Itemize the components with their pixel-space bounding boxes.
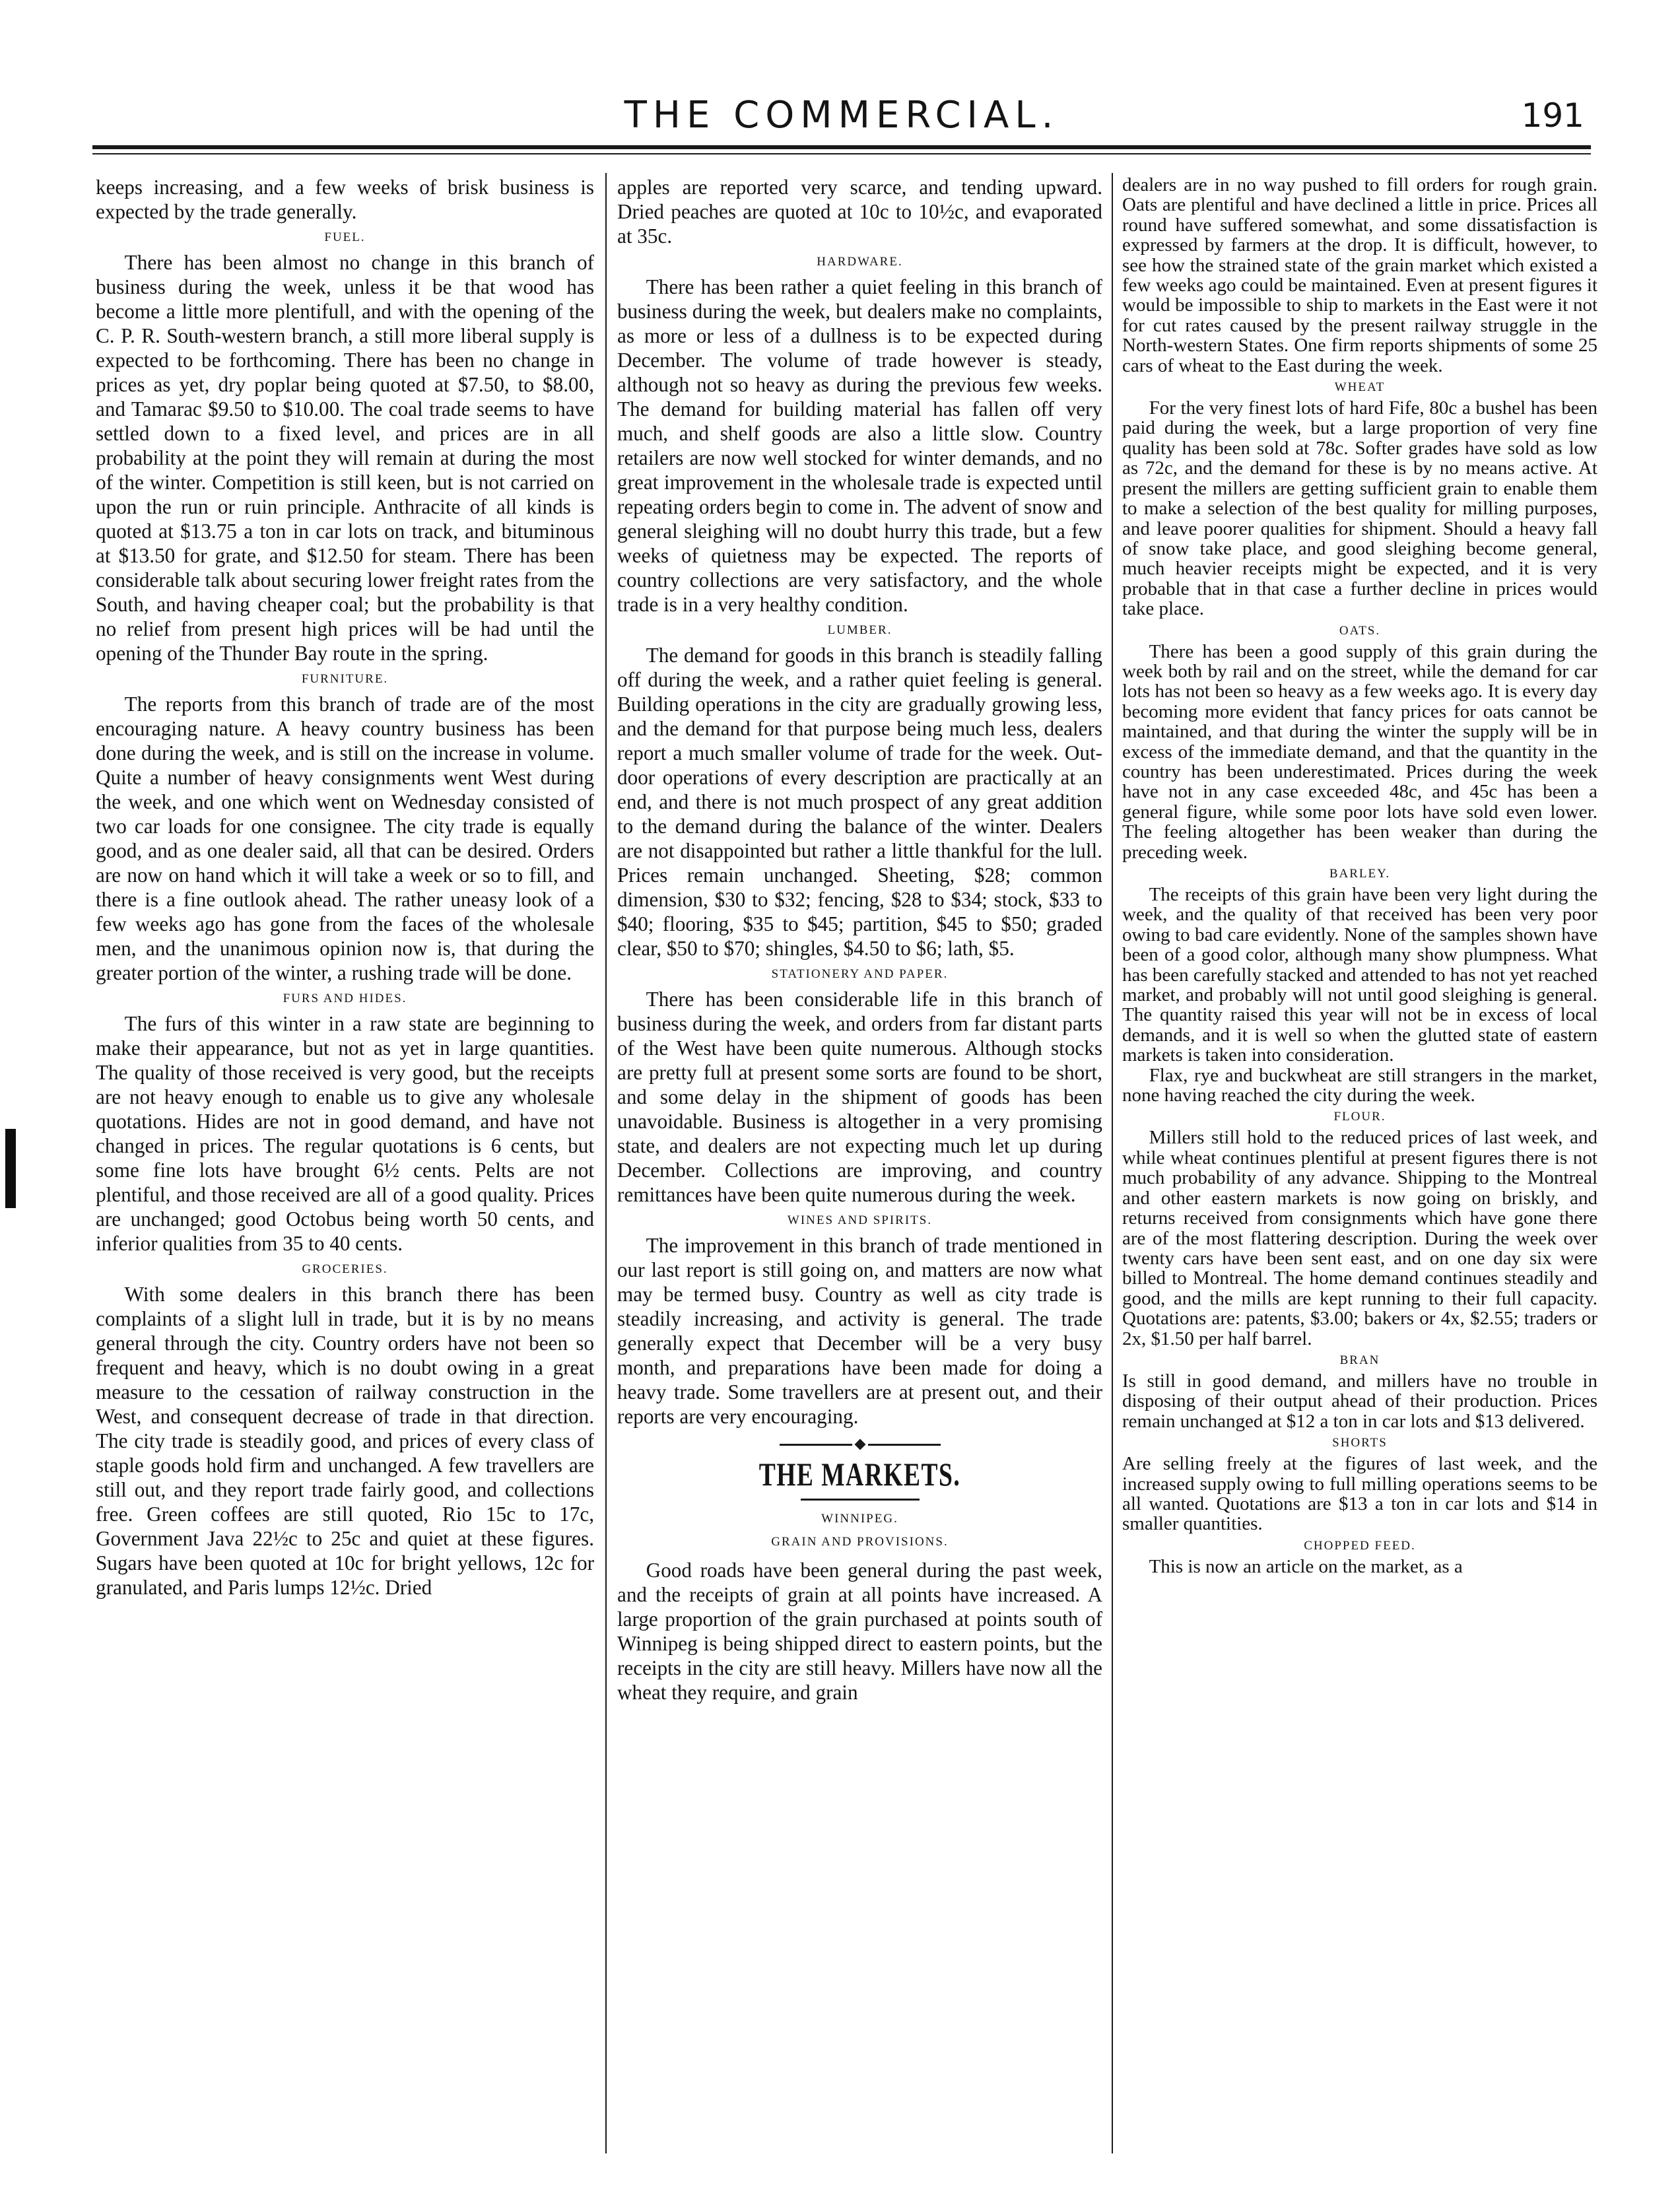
paragraph-furs: The furs of this winter in a raw state are beginning to make their appearance, but not as yet in large quantities. The quality of those received is very good, but the receipts are not heavy enough to enable us to give any wholesale quotations. Hides are not in good demand, and have not changed in prices. The regular quotations is 6 cents, but some fine lots have brought 6½ cents. Pelts are not plentiful, and those received are all of a good quality. Prices are unchanged; good Octobus being worth 50 cents, and inferior qualities from 35 to 40 cents. — [96, 1012, 594, 1255]
heading-groceries: GROCERIES. — [302, 1262, 388, 1276]
markets-title: THE MARKETS. — [758, 1456, 961, 1493]
markets-section-header — [617, 1440, 1102, 1551]
paragraph-wines: The improvement in this branch of trade mentioned in our last report is still going on, and matters are now what may be termed busy. Country as well as city trade is steadily increasing, and activity is general. The trade generally expect that December will be a very busy month, and preparations have been made for doing a heavy trade. Some travellers are at present out, and their reports are very encouraging. — [617, 1234, 1102, 1428]
winnipeg-subheading: WINNIPEG. — [821, 1512, 898, 1526]
publication-title: THE COMMERCIAL. — [624, 94, 1059, 137]
ornament-divider — [617, 1440, 1102, 1448]
heading-chopped-feed: CHOPPED FEED. — [1304, 1538, 1416, 1553]
heading-hardware: HARDWARE. — [817, 255, 903, 269]
column-divider-2 — [1112, 173, 1113, 2153]
margin-ink-blot — [5, 1129, 16, 1208]
heading-flour: FLOUR. — [1333, 1110, 1386, 1124]
heading-shorts: SHORTS — [1332, 1436, 1388, 1450]
paragraph-dealers: dealers are in no way pushed to fill orders for rough grain. Oats are plentiful and have declined a little in price. Prices all round have suffered somewhat, and some dissatisfaction is expressed by farmers at the drop. It is difficult, however, to see how the strained state of the grain market which existed a few weeks ago could be maintained. Even at present figures it would be impossible to ship to markets in the East were it not for cut rates caused by the present railway struggle in the North-western States. One firm reports shipments of some 25 cars of wheat to the East during the week. — [1122, 175, 1597, 376]
paragraph-hardware: There has been rather a quiet feeling in this branch of business during the week, but dealers make no complaints, as more or less of a dullness is to be expected during December. The volume of trade however is steady, although not so heavy as during the previous few weeks. The demand for building material has fallen off very much, and shelf goods are also a little slow. Country retailers are now well stocked for winter demands, and no great improvement in the wholesale trade is expected until repeating orders begin to come in. The advent of snow and general sleighing will no doubt hurry this trade, but a few weeks of quietness may be expected. The reports of country collections are very satisfactory, and the whole trade is in a very healthy condition. — [617, 275, 1102, 616]
heading-wheat: WHEAT — [1334, 380, 1386, 395]
paragraph-fuel: There has been almost no change in this branch of business during the week, unless it be that wood has become a little more plentifull, and with the opening of the C. P. R. South-western branch, a still more liberal supply is expected to be forthcoming. There has been no change in prices as yet, dry poplar being quoted at $7.50, to $8.00, and Tamarac $9.50 to $10.00. The coal trade seems to have settled down to a fixed level, and prices are in all probability at the point they will remain at during the most of the winter. Competition is still keen, but is not carried on upon the run or ruin principle. Anthracite of all kinds is quoted at $13.75 a ton in car lots on track, and bituminous at $13.50 for grate, and $12.50 for steam. There has been considerable talk about securing lower freight rates from the South, and having cheaper coal; but the probability is that no relief from present high prices will be had until the opening of the Thunder Bay route in the spring. — [96, 251, 594, 665]
paragraph-grain: Good roads have been general during the past week, and the receipts of grain at all points have increased. A large proportion of the grain purchased at points south of Winnipeg is being shipped direct to eastern points, but the receipts in the city are still heavy. Millers have now all the wheat they require, and grain — [617, 1559, 1102, 1704]
heading-grain: GRAIN AND PROVISIONS. — [771, 1535, 949, 1549]
heading-fuel: FUEL. — [324, 230, 366, 244]
paragraph-shorts: Are selling freely at the figures of last week, and the increased supply owing to full milling operations seems to be all wanted. Quotations are $13 a ton in car lots and $14 in smaller quantities. — [1122, 1453, 1597, 1535]
heading-lumber: LUMBER. — [827, 623, 892, 637]
paragraph-intro: keeps increasing, and a few weeks of brisk business is expected by the trade generally. — [96, 176, 594, 223]
heading-stationery: STATIONERY AND PAPER. — [771, 967, 949, 981]
paragraph-flax: Flax, rye and buckwheat are still strangers in the market, none having reached the city during the week. — [1122, 1064, 1597, 1106]
heading-wines: WINES AND SPIRITS. — [787, 1213, 933, 1227]
heading-bran: BRAN — [1339, 1353, 1380, 1367]
heading-oats: OATS. — [1339, 623, 1381, 638]
paragraph-barley: The receipts of this grain have been very light during the week, and the quality of that received has been very poor owing to bad care evidently. None of the samples shown have been of a good color, although many show plumpness. What has been carefully stacked and attended to has not yet reached market, and probably will not until good sleighing is general. The quantity raised this year will not be in excess of local demands, and it is well so when the glutted state of eastern markets is taken into consideration. — [1122, 884, 1597, 1066]
paragraph-wheat: For the very finest lots of hard Fife, 80c a bushel has been paid during the week, but a large proportion of very fine quality has been sold at 78c. Softer grades have sold as low as 72c, and the demand for these is by no means active. At present the millers are getting sufficient grain to enable them to make a selection of the best quality for milling purposes, and leave poorer qualities for shipment. Should a heavy fall of snow take place, and good sleighing become general, much heavier receipts might be expected, and it is very probable that in that case a further decline in prices would take place. — [1122, 397, 1597, 620]
heading-furs: FURS AND HIDES. — [283, 992, 407, 1005]
paragraph-groceries: With some dealers in this branch there has been complaints of a slight lull in trade, but it is by no means general through the city. Country orders have not been so frequent and heavy, which is no doubt owing in a great measure to the cessation of railway construction in the West, and consequent decrease of trade in that direction. The city trade is steadily good, and prices of every class of staple goods hold firm and unchanged. A few travellers are still out, and they report trade fairly good, and collections free. Green coffees are still quoted, Rio 15c to 17c, Government Java 22½c to 25c and quiet at these figures. Sugars have been quoted at 10c for bright yellows, 12c for granulated, and Paris lumps 12½c. Dried — [96, 1283, 594, 1599]
masthead — [92, 92, 1591, 139]
paragraph-bran: Is still in good demand, and millers have no trouble in disposing of their output ahead of their production. Prices remain unchanged at $12 a ton in car lots and $13 delivered. — [1122, 1370, 1597, 1432]
page-number: 191 — [1521, 96, 1584, 135]
column-3 — [1122, 175, 1597, 2155]
paragraph-furniture: The reports from this branch of trade are of the most encouraging nature. A heavy country business has been done during the week, and is still on the increase in volume. Quite a number of heavy consignments went West during the week, and one which went on Wednesday consisted of two car loads for one consignee. The city trade is equally good, and as one dealer said, all that can be desired. Orders are now on hand which it will take a week or so to fill, and there is a fine outlook ahead. The rather uneasy look of a few weeks ago has gone from the faces of the wholesale men, and the unanimous opinion now is, that during the greater portion of the winter, a rushing trade will be done. — [96, 693, 594, 984]
paragraph-flour: Millers still hold to the reduced prices of last week, and while wheat continues plentiful at present figures there is not much probability of any advance. Shipping to the Montreal and other eastern markets is now going on briskly, and returns received from consignments which have gone there are of the most flattering description. During the week over twenty cars have been sent east, and on one day six were billed to Montreal. The home demand continues steadily and good, and the mills are kept running to their full capacity. Quotations are: patents, $3.00; bakers or 4x, $2.55; traders or 2x, $1.50 per half barrel. — [1122, 1127, 1597, 1349]
paragraph-lumber: The demand for goods in this branch is steadily falling off during the week, and a rather quiet feeling is general. Building operations in the city are gradually growing less, and the demand for that purpose being much less, dealers report a much smaller volume of trade for the week. Out-door operations of every description are practically at an end, and there is not much prospect of any great addition to the demand during the balance of the winter. Dealers are not disappointed but rather a little thankful for the lull. Prices remain unchanged. Sheeting, $28; common dimension, $30 to $32; fencing, $28 to $34; stock, $33 to $40; flooring, $35 to $45; partition, $45 to $50; graded clear, $50 to $70; shingles, $4.50 to $6; lath, $5. — [617, 644, 1102, 960]
paragraph-oats: There has been a good supply of this grain during the week both by rail and on the street, while the demand for car lots has not been so heavy as a few weeks ago. It is every day becoming more evident that fancy prices for oats cannot be maintained, and that during the winter the supply will be in excess of the immediate demand, and that the quantity in the country has been underestimated. Prices during the week have not in any case exceeded 48c, and 45c has been a general figure, while some poor lots have sold even lower. The feeling altogether has been weaker than during the preceding week. — [1122, 640, 1597, 863]
column-divider-1 — [605, 173, 607, 2153]
paragraph-stationery: There has been considerable life in this branch of business during the week, and orders from far distant parts of the West have been quite numerous. Although stocks are pretty full at present some sorts are found to be short, and some delay in the shipment of goods has been unavoidable. Business is altogether in a very promising state, and dealers are not expecting much let up during December. Collections are improving, and country remittances have been quite numerous during the week. — [617, 988, 1102, 1206]
heading-furniture: FURNITURE. — [301, 672, 389, 686]
header-rule-thin — [92, 153, 1591, 154]
markets-rule — [801, 1499, 920, 1501]
header-rule-thick — [92, 145, 1591, 149]
paragraph-chopped-feed: This is now an article on the market, as a — [1149, 1555, 1463, 1577]
column-2 — [617, 175, 1102, 2155]
paragraph-apples: apples are reported very scarce, and tending upward. Dried peaches are quoted at 10c to 10½c, and evaporated at 35c. — [617, 176, 1102, 248]
column-1 — [96, 175, 594, 2155]
heading-barley: BARLEY. — [1329, 867, 1391, 881]
